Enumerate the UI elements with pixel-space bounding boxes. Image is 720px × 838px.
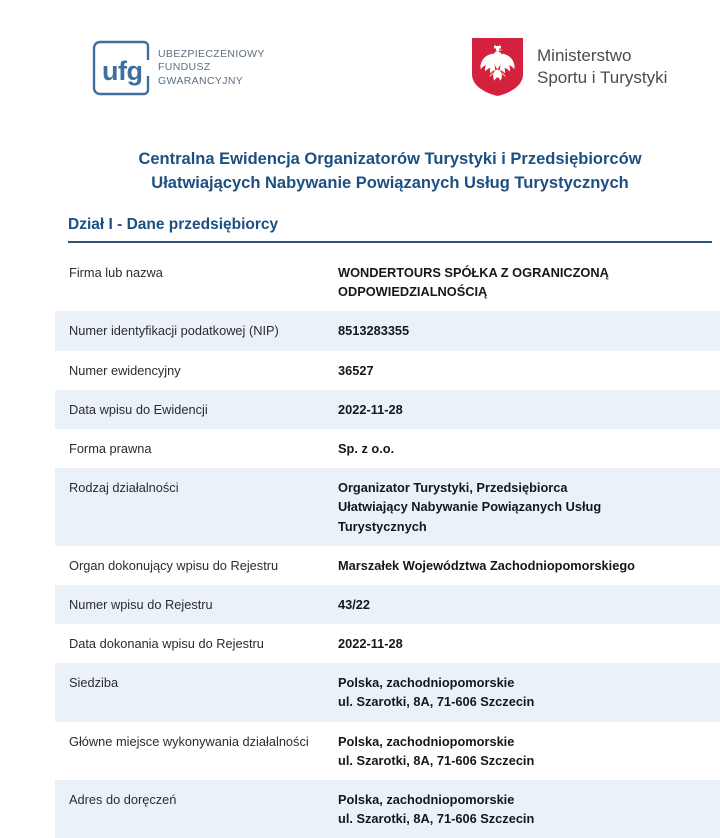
row-value-line: 2022-11-28: [338, 636, 403, 652]
table-row: [55, 722, 720, 780]
row-value: [338, 390, 720, 429]
row-label: Data dokonania wpisu do Rejestru: [69, 636, 264, 652]
table-row: [55, 429, 720, 468]
row-label: Firma lub nazwa: [69, 265, 163, 280]
row-value-line: Polska, zachodniopomorskie: [338, 675, 515, 691]
row-label: Główne miejsce wykonywania działalności: [69, 733, 309, 749]
table-row: [55, 585, 720, 624]
table-row: [55, 253, 720, 311]
section-header: [68, 216, 712, 243]
svg-text:ufg: ufg: [102, 56, 143, 86]
page-title: [60, 148, 720, 196]
page-title-line-1: Centralna Ewidencja Organizatorów Turystyki i Przedsiębiorców: [138, 150, 642, 168]
table-row: [55, 780, 720, 838]
row-value-line: 2022-11-28: [338, 401, 403, 417]
row-value-line: 36527: [338, 362, 374, 378]
row-label: Adres do doręczeń: [69, 792, 177, 807]
row-value-line: Turystycznych: [338, 518, 427, 534]
ministry-logo: [470, 36, 667, 98]
row-label: Numer ewidencyjny: [69, 362, 181, 378]
row-value: [338, 585, 720, 624]
row-value: [338, 624, 720, 663]
ufg-bracket-icon: [92, 40, 150, 96]
row-value-line: Polska, zachodniopomorskie: [338, 792, 515, 807]
ufg-line-3: GWARANCYJNY: [158, 74, 244, 87]
row-label: Numer wpisu do Rejestru: [69, 596, 213, 612]
section-title: Dział I - Dane przedsiębiorcy: [68, 216, 279, 233]
row-value-line: ul. Szarotki, 8A, 71-606 Szczecin: [338, 694, 535, 710]
row-value-line: 8513283355: [338, 323, 410, 339]
row-value: [338, 351, 720, 390]
row-label: Data wpisu do Ewidencji: [69, 401, 208, 417]
section-divider: [68, 241, 712, 243]
table-row: [55, 311, 720, 350]
table-row: [55, 663, 720, 721]
table-row: [55, 624, 720, 663]
row-label: Siedziba: [69, 675, 119, 691]
row-value: [338, 780, 720, 838]
row-label: Organ dokonujący wpisu do Rejestru: [69, 557, 279, 573]
table-row: [55, 468, 720, 546]
row-value: [338, 546, 720, 585]
logo-bar: [0, 34, 720, 110]
ufg-line-1: UBEZPIECZENIOWY: [158, 48, 265, 61]
row-label: Numer identyfikacji podatkowej (NIP): [69, 323, 279, 339]
ministry-line-1: Ministerstwo: [537, 45, 632, 65]
row-value-line: Marszałek Województwa Zachodniopomorskiego: [338, 557, 635, 573]
row-value-line: Polska, zachodniopomorskie: [338, 733, 515, 749]
table-row: [55, 390, 720, 429]
ufg-logo: [92, 40, 265, 96]
row-value: [338, 429, 720, 468]
table-row: [55, 546, 720, 585]
row-value-line: ul. Szarotki, 8A, 71-606 Szczecin: [338, 811, 535, 827]
page-title-line-2: Ułatwiających Nabywanie Powiązanych Usług Turystycznych: [151, 173, 629, 192]
ufg-wordmark: [158, 48, 265, 88]
row-label: Rodzaj działalności: [69, 480, 179, 496]
row-value-line: Ułatwiający Nabywanie Powiązanych Usług: [338, 499, 602, 515]
entrepreneur-data-table: [55, 253, 720, 838]
row-value: [338, 253, 720, 311]
row-value-line: WONDERTOURS SPÓŁKA Z OGRANICZONĄ: [338, 265, 609, 280]
row-value-line: Organizator Turystyki, Przedsiębiorca: [338, 480, 568, 496]
ministry-line-2: Sportu i Turystyki: [537, 68, 668, 87]
row-value-line: 43/22: [338, 596, 371, 612]
row-value: [338, 311, 720, 350]
row-value-line: Sp. z o.o.: [338, 440, 395, 456]
row-value: [338, 468, 720, 546]
row-label: Forma prawna: [69, 440, 152, 456]
polish-eagle-crest-icon: [470, 36, 525, 98]
ministry-wordmark: [537, 45, 667, 90]
row-value-line: ul. Szarotki, 8A, 71-606 Szczecin: [338, 752, 535, 768]
row-value-line: ODPOWIEDZIALNOŚCIĄ: [338, 284, 488, 300]
row-value: [338, 722, 720, 780]
row-value: [338, 663, 720, 721]
table-row: [55, 351, 720, 390]
ufg-line-2: FUNDUSZ: [158, 61, 211, 74]
